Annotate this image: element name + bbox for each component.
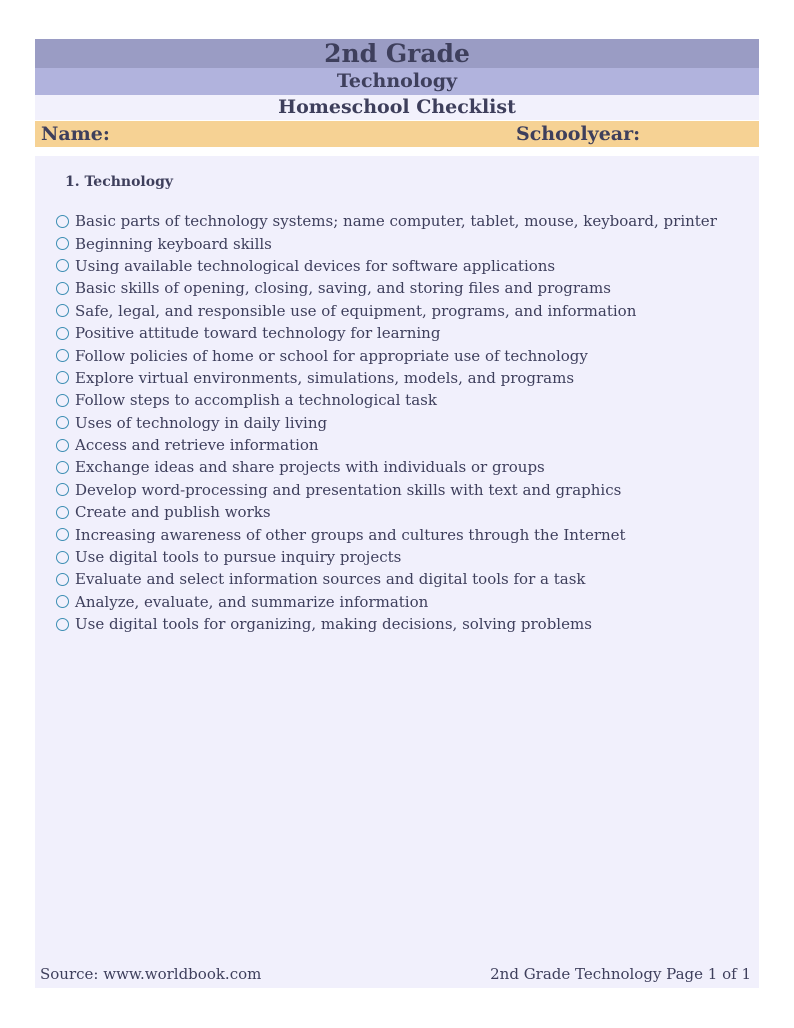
checklist-item bbox=[56, 568, 717, 590]
checklist-item-label: Explore virtual environments, simulations, models, and programs bbox=[75, 368, 575, 387]
checklist-item-label: Exchange ideas and share projects with individuals or groups bbox=[75, 458, 545, 477]
checklist-item-label: Follow policies of home or school for appropriate use of technology bbox=[75, 346, 588, 365]
checklist-item-label: Uses of technology in daily living bbox=[75, 413, 328, 432]
checklist-item-label: Increasing awareness of other groups and cultures through the Internet bbox=[75, 525, 626, 544]
circle-checkbox-icon[interactable] bbox=[56, 528, 69, 541]
footer-page-number: 2nd Grade Technology Page 1 of 1 bbox=[490, 965, 751, 983]
circle-checkbox-icon[interactable] bbox=[56, 327, 69, 340]
checklist-item bbox=[56, 210, 717, 232]
circle-checkbox-icon[interactable] bbox=[56, 394, 69, 407]
circle-checkbox-icon[interactable] bbox=[56, 573, 69, 586]
circle-checkbox-icon[interactable] bbox=[56, 595, 69, 608]
checklist-item-label: Analyze, evaluate, and summarize information bbox=[75, 592, 429, 611]
subject-title: Technology bbox=[35, 68, 759, 95]
checklist-item bbox=[56, 523, 717, 545]
checklist-content bbox=[35, 156, 759, 988]
checklist-item-label: Using available technological devices for software applications bbox=[75, 256, 556, 275]
checklist-item bbox=[56, 546, 717, 568]
name-label: Name: bbox=[41, 123, 110, 145]
checklist-item-label: Use digital tools for organizing, making decisions, solving problems bbox=[75, 615, 592, 634]
checklist-item-label: Positive attitude toward technology for learning bbox=[75, 324, 441, 343]
checklist-item bbox=[56, 434, 717, 456]
checklist-item-label: Basic parts of technology systems; name computer, tablet, mouse, keyboard, printer bbox=[75, 212, 717, 231]
circle-checkbox-icon[interactable] bbox=[56, 304, 69, 317]
circle-checkbox-icon[interactable] bbox=[56, 618, 69, 631]
footer-source: Source: www.worldbook.com bbox=[40, 965, 262, 983]
checklist-item bbox=[56, 344, 717, 366]
checklist bbox=[56, 210, 717, 635]
circle-checkbox-icon[interactable] bbox=[56, 259, 69, 272]
checklist-item-label: Follow steps to accomplish a technological task bbox=[75, 391, 437, 410]
checklist-item-label: Evaluate and select information sources and digital tools for a task bbox=[75, 570, 586, 589]
checklist-item bbox=[56, 389, 717, 411]
checklist-item bbox=[56, 367, 717, 389]
checklist-item bbox=[56, 456, 717, 478]
circle-checkbox-icon[interactable] bbox=[56, 371, 69, 384]
section-heading: 1. Technology bbox=[65, 174, 174, 190]
circle-checkbox-icon[interactable] bbox=[56, 282, 69, 295]
circle-checkbox-icon[interactable] bbox=[56, 416, 69, 429]
checklist-item bbox=[56, 322, 717, 344]
schoolyear-label: Schoolyear: bbox=[516, 123, 641, 145]
checklist-item bbox=[56, 501, 717, 523]
checklist-item bbox=[56, 255, 717, 277]
checklist-item bbox=[56, 479, 717, 501]
checklist-item bbox=[56, 412, 717, 434]
circle-checkbox-icon[interactable] bbox=[56, 439, 69, 452]
checklist-item bbox=[56, 613, 717, 635]
name-schoolyear-bar bbox=[35, 121, 759, 147]
circle-checkbox-icon[interactable] bbox=[56, 461, 69, 474]
checklist-item bbox=[56, 591, 717, 613]
checklist-item bbox=[56, 277, 717, 299]
checklist-item-label: Beginning keyboard skills bbox=[75, 234, 272, 253]
checklist-item-label: Basic skills of opening, closing, saving, and storing files and programs bbox=[75, 279, 611, 298]
grade-title: 2nd Grade bbox=[35, 39, 759, 68]
circle-checkbox-icon[interactable] bbox=[56, 215, 69, 228]
checklist-item-label: Develop word-processing and presentation skills with text and graphics bbox=[75, 480, 622, 499]
checklist-title: Homeschool Checklist bbox=[35, 95, 759, 120]
checklist-item bbox=[56, 300, 717, 322]
circle-checkbox-icon[interactable] bbox=[56, 506, 69, 519]
circle-checkbox-icon[interactable] bbox=[56, 237, 69, 250]
checklist-item-label: Create and publish works bbox=[75, 503, 271, 522]
circle-checkbox-icon[interactable] bbox=[56, 349, 69, 362]
circle-checkbox-icon[interactable] bbox=[56, 551, 69, 564]
checklist-item bbox=[56, 232, 717, 254]
checklist-item-label: Use digital tools to pursue inquiry projects bbox=[75, 548, 402, 567]
checklist-item-label: Safe, legal, and responsible use of equipment, programs, and information bbox=[75, 301, 637, 320]
checklist-item-label: Access and retrieve information bbox=[75, 436, 319, 455]
circle-checkbox-icon[interactable] bbox=[56, 483, 69, 496]
